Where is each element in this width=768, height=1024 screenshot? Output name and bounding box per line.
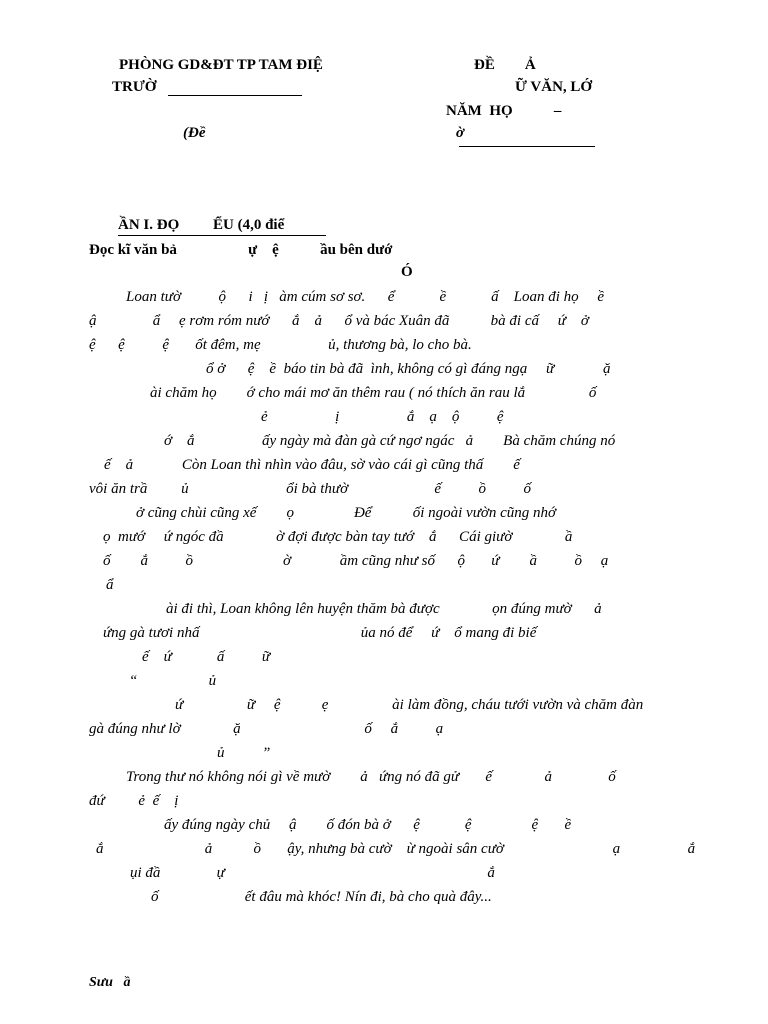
section-instruction: Đọc kĩ văn bả ự ệ ầu bên dướ — [89, 242, 393, 258]
story-line: ế ả Còn Loan thì nhìn vào đâu, sờ vào cái gì cũng thấ ế — [104, 457, 520, 473]
story-line: Trong thư nó không nói gì về mườ ả ứng nó đã gử ế ả ố — [126, 769, 616, 785]
story-line: ẩ — [106, 577, 114, 593]
header-school: TRƯỜ — [112, 79, 157, 95]
school-name-blank — [168, 95, 302, 96]
story-line: ậ ẩ ẹ rơm róm nướ ắ ả ổ và bác Xuân đã bà đi cấ ứ ở — [89, 313, 589, 329]
story-line: “ ủ — [129, 673, 217, 689]
story-line: ổ ở ệ ề báo tin bà đã ình, không có gì đáng ngạ ữ ặ — [206, 361, 611, 377]
story-line: ắ ả ồ ậy, nhưng bà cườ ừ ngoài sân cườ ạ ắ — [96, 841, 696, 857]
section-title-underline — [118, 235, 326, 236]
header-department: PHÒNG GD&ĐT TP TAM ĐIỆ — [119, 57, 323, 73]
story-line: Loan tườ ộ i ị àm cúm sơ sơ. ể ề ấ Loan đi họ ề — [126, 289, 605, 305]
story-line: ố ết đâu mà khóc! Nín đi, bà cho quà đây... — [151, 889, 492, 905]
story-line: ứ ữ ệ ẹ ài làm đồng, cháu tưới vườn và chăm đàn — [175, 697, 644, 713]
story-line: ụi đầ ự ắ — [130, 865, 495, 881]
story-line: ở cũng chùi cũng xế ọ Để ối ngoài vườn cũng nhớ — [136, 505, 557, 521]
time-blank — [459, 146, 595, 147]
story-line: ọ mướ ứ ngóc đầ ờ đợi được bàn tay tướ ắ Cái giườ ầ — [103, 529, 573, 545]
exam-time: ờ — [456, 125, 465, 141]
exam-subject: Ữ VĂN, LỚ — [515, 79, 593, 95]
story-line: đứ ẻ ế ị — [89, 793, 179, 809]
header-note: (Đề — [183, 125, 206, 141]
section-title: ẦN I. ĐỌ ỂU (4,0 điể — [118, 217, 285, 233]
story-line: ệ ệ ệ ốt đêm, mẹ ủ, thương bà, lo cho bà. — [89, 337, 472, 353]
exam-title: ĐỀ Ả — [474, 57, 536, 73]
story-line: vôi ăn trầ ủ ổi bà thườ ế ồ ố — [89, 481, 532, 497]
story-line: ấy đúng ngày chủ ậ ố đón bà ở ệ ệ ệ ề — [164, 817, 572, 833]
story-title: Ó — [401, 264, 413, 280]
story-line: ủ ” — [217, 745, 271, 761]
story-line: gà đúng như lờ ặ ố ắ ạ — [89, 721, 444, 737]
story-line: ố ắ ồ ờ ầm cũng như số ộ ứ ầ ồ ạ — [103, 553, 609, 569]
story-line: ẻ ị ắ ạ ộ ệ — [261, 409, 504, 425]
story-line: ài chăm họ ớ cho mái mơ ăn thêm rau ( nó thích ăn rau lắ ố — [150, 385, 597, 401]
story-line: ứng gà tươi nhấ ủa nó để ứ ổ mang đi biế — [103, 625, 537, 641]
story-line: ế ứ ấ ữ — [142, 649, 271, 665]
footer-note: Sưu ầ — [89, 975, 131, 990]
story-line: ớ ắ ấy ngày mà đàn gà cứ ngơ ngác ả Bà chăm chúng nó — [164, 433, 616, 449]
story-line: ài đi thì, Loan không lên huyện thăm bà được ọn đúng mườ ả — [166, 601, 602, 617]
exam-year: NĂM HỌ – — [446, 103, 562, 119]
